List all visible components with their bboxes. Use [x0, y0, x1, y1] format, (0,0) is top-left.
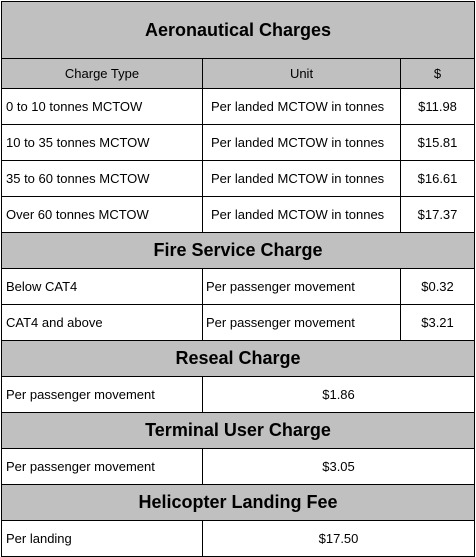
price-cell: $1.86: [203, 377, 475, 413]
column-header-row: [2, 59, 475, 89]
price-header: $: [401, 59, 475, 89]
table-row: [2, 125, 475, 161]
price-cell: $3.05: [203, 449, 475, 485]
charge-cell: Per passenger movement: [2, 449, 203, 485]
table-row: [2, 269, 475, 305]
table-row: [2, 197, 475, 233]
price-cell: $17.37: [401, 197, 475, 233]
helicopter-landing-fee-title: Helicopter Landing Fee: [2, 485, 475, 521]
charge-cell: Over 60 tonnes MCTOW: [2, 197, 203, 233]
price-cell: $3.21: [401, 305, 475, 341]
fire-service-charge-title: Fire Service Charge: [2, 233, 475, 269]
charges-table: [1, 1, 475, 557]
price-cell: $17.50: [203, 521, 475, 557]
reseal-charge-title: Reseal Charge: [2, 341, 475, 377]
table-row: [2, 305, 475, 341]
price-cell: $0.32: [401, 269, 475, 305]
unit-cell: Per passenger movement: [203, 305, 401, 341]
charge-cell: Per landing: [2, 521, 203, 557]
unit-cell: Per landed MCTOW in tonnes: [203, 89, 401, 125]
price-cell: $15.81: [401, 125, 475, 161]
unit-header: Unit: [203, 59, 401, 89]
table-row: [2, 521, 475, 557]
charge-cell: 10 to 35 tonnes MCTOW: [2, 125, 203, 161]
aeronautical-charges-title: Aeronautical Charges: [2, 2, 475, 59]
charge-cell: CAT4 and above: [2, 305, 203, 341]
unit-cell: Per landed MCTOW in tonnes: [203, 125, 401, 161]
table-row: [2, 89, 475, 125]
section-header-row: [2, 485, 475, 521]
charge-cell: Per passenger movement: [2, 377, 203, 413]
charge-type-header: Charge Type: [2, 59, 203, 89]
price-cell: $11.98: [401, 89, 475, 125]
section-header-row: [2, 413, 475, 449]
section-header-row: [2, 233, 475, 269]
unit-cell: Per passenger movement: [203, 269, 401, 305]
charge-cell: 0 to 10 tonnes MCTOW: [2, 89, 203, 125]
charge-cell: Below CAT4: [2, 269, 203, 305]
table-row: [2, 377, 475, 413]
table-row: [2, 161, 475, 197]
table-row: [2, 449, 475, 485]
section-header-row: [2, 2, 475, 59]
unit-cell: Per landed MCTOW in tonnes: [203, 197, 401, 233]
unit-cell: Per landed MCTOW in tonnes: [203, 161, 401, 197]
charge-cell: 35 to 60 tonnes MCTOW: [2, 161, 203, 197]
terminal-user-charge-title: Terminal User Charge: [2, 413, 475, 449]
section-header-row: [2, 341, 475, 377]
price-cell: $16.61: [401, 161, 475, 197]
